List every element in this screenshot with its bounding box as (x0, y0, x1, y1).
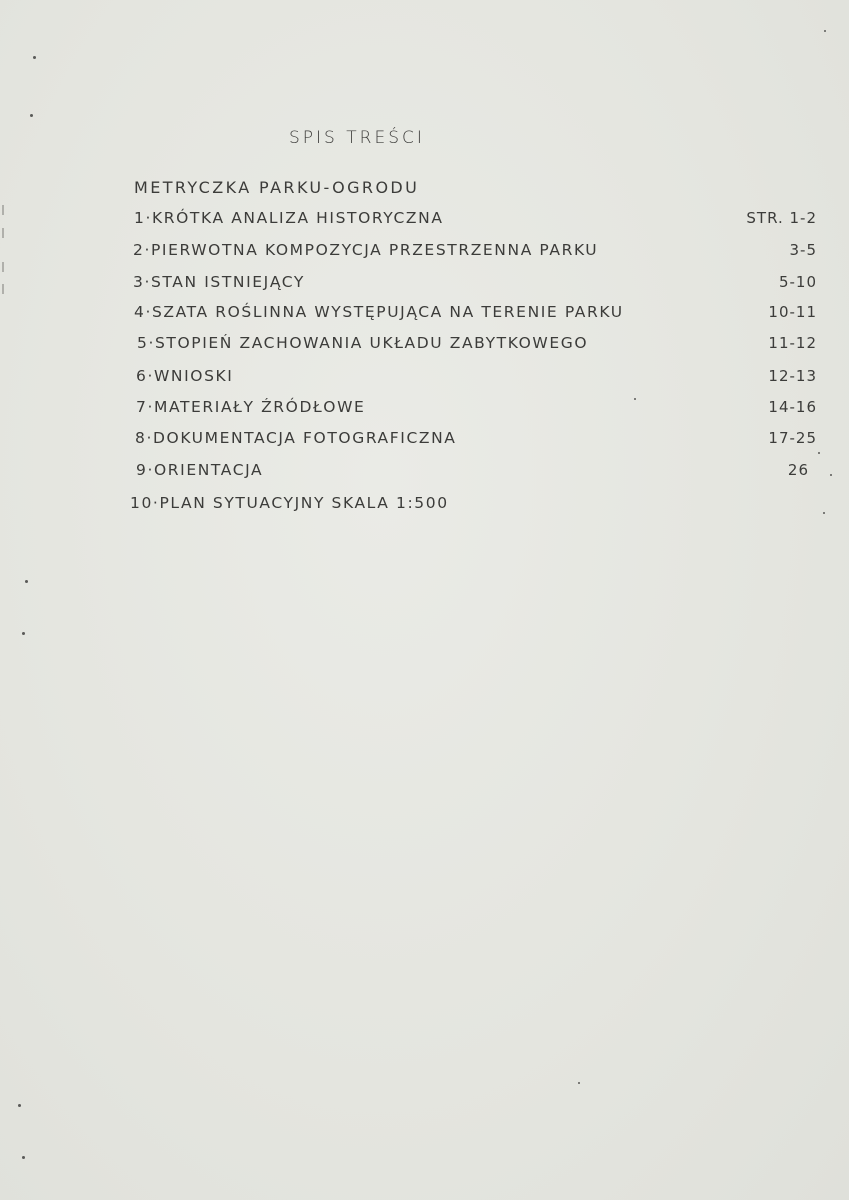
toc-title: SPIS TREŚCI (289, 128, 425, 148)
toc-entry (0, 461, 849, 487)
binding-mark (2, 262, 4, 272)
paper-speck (25, 580, 28, 583)
toc-entry (0, 241, 849, 267)
paper-speck (578, 1082, 580, 1084)
toc-entry-pages: 10-11 (768, 303, 817, 321)
toc-entry-pages: 12-13 (768, 367, 817, 385)
paper-speck (18, 1104, 21, 1107)
paper-speck (30, 114, 33, 117)
toc-entry-label: 8·DOKUMENTACJA FOTOGRAFICZNA (135, 429, 457, 447)
toc-entry-label: 6·WNIOSKI (136, 367, 234, 385)
park-metadata-heading: METRYCZKA PARKU-OGRODU (134, 178, 420, 197)
paper-speck (22, 632, 25, 635)
binding-mark (2, 228, 4, 238)
binding-mark (2, 284, 4, 294)
toc-entry-pages: 26 (787, 461, 809, 479)
paper-speck (830, 474, 832, 476)
toc-entry (0, 367, 849, 393)
toc-entry (0, 273, 849, 299)
paper-speck (33, 56, 36, 59)
toc-entry (0, 494, 849, 520)
toc-entry-label: 2·PIERWOTNA KOMPOZYCJA PRZESTRZENNA PARKU (133, 241, 599, 259)
toc-entry-pages: STR. 1-2 (746, 209, 817, 227)
paper-speck (823, 512, 825, 514)
paper-speck (818, 452, 820, 454)
toc-entry (0, 398, 849, 424)
toc-entry-pages: 11-12 (768, 334, 817, 352)
toc-entry (0, 334, 849, 360)
toc-entry-pages: 5-10 (778, 273, 817, 291)
toc-entry-label: 10·PLAN SYTUACYJNY SKALA 1:500 (130, 494, 449, 512)
toc-entry-pages: 17-25 (768, 429, 817, 447)
paper-speck (22, 1156, 25, 1159)
paper-speck (824, 30, 826, 32)
toc-entry-label: 4·SZATA ROŚLINNA WYSTĘPUJĄCA NA TERENIE PARKU (134, 303, 624, 321)
toc-entry-pages: 14-16 (768, 398, 817, 416)
toc-entry-label: 7·MATERIAŁY ŹRÓDŁOWE (136, 398, 366, 416)
paper-speck (634, 398, 636, 400)
toc-entry (0, 429, 849, 455)
binding-mark (2, 205, 4, 215)
toc-entry (0, 303, 849, 329)
toc-entry-label: 5·STOPIEŃ ZACHOWANIA UKŁADU ZABYTKOWEGO (137, 334, 589, 352)
toc-entry (0, 209, 849, 235)
toc-entry-label: 1·KRÓTKA ANALIZA HISTORYCZNA (134, 209, 444, 227)
toc-entry-label: 9·ORIENTACJA (136, 461, 264, 479)
toc-entry-label: 3·STAN ISTNIEJĄCY (133, 273, 305, 291)
toc-entry-pages: 3-5 (789, 241, 817, 259)
